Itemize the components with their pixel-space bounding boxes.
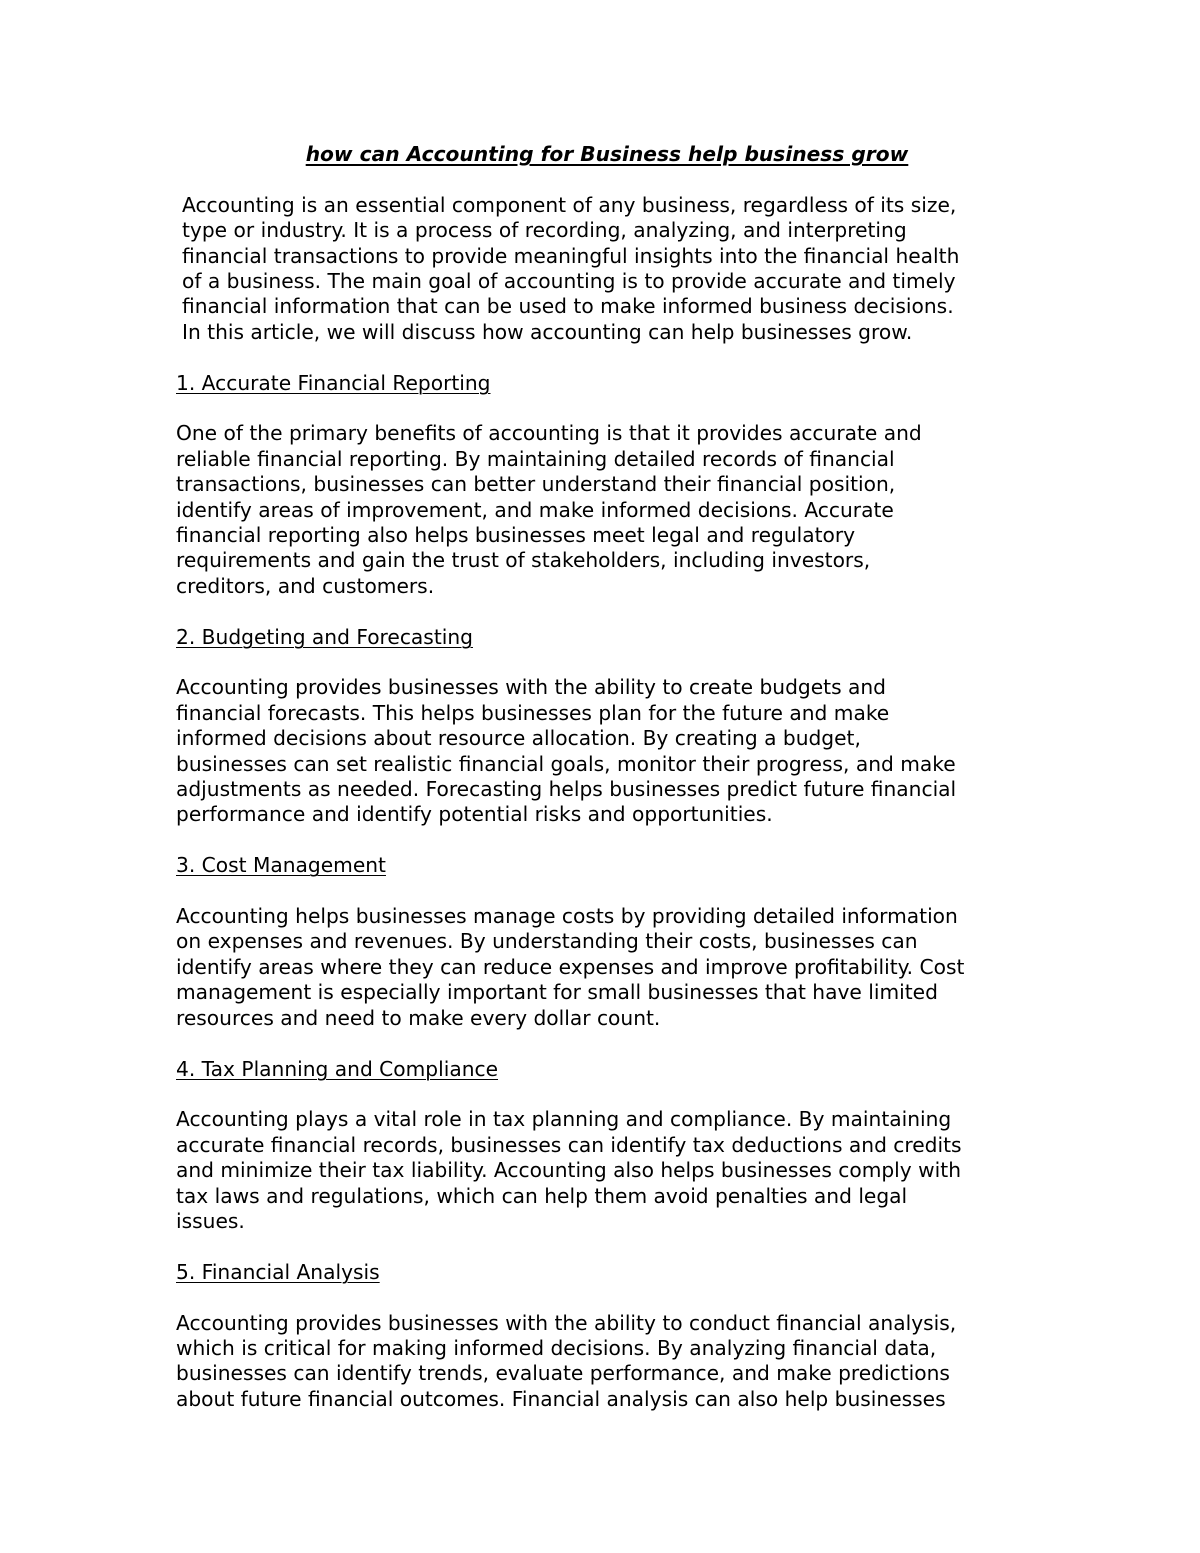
- section-heading-financial-analysis: 5. Financial Analysis: [176, 1259, 380, 1284]
- paragraph-line: identify areas where they can reduce expenses and improve profitability. Cost: [176, 954, 965, 979]
- paragraph-line: accurate financial records, businesses can identify tax deductions and credits: [176, 1132, 962, 1157]
- paragraph-line: transactions, businesses can better understand their financial position,: [176, 472, 896, 497]
- paragraph-line: informed decisions about resource allocation. By creating a budget,: [176, 726, 861, 751]
- paragraph-line: on expenses and revenues. By understanding their costs, businesses can: [176, 929, 918, 954]
- paragraph-line: In this article, we will discuss how accounting can help businesses grow.: [182, 319, 913, 344]
- document-body: [176, 142, 1036, 1438]
- paragraph-line: issues.: [176, 1208, 245, 1233]
- paragraph-line: Accounting is an essential component of any business, regardless of its size,: [182, 192, 957, 217]
- intro-paragraph: [176, 193, 1036, 345]
- paragraph-line: Accounting provides businesses with the ability to create budgets and: [176, 675, 886, 700]
- paragraph-line: tax laws and regulations, which can help them avoid penalties and legal: [176, 1183, 908, 1208]
- paragraph-line: businesses can identify trends, evaluate performance, and make predictions: [176, 1361, 950, 1386]
- paragraph-line: which is critical for making informed decisions. By analyzing financial data,: [176, 1335, 937, 1360]
- section-heading-tax-planning-and-compliance: 4. Tax Planning and Compliance: [176, 1056, 499, 1081]
- paragraph-line: financial transactions to provide meaningful insights into the financial health: [182, 243, 960, 268]
- paragraph-line: adjustments as needed. Forecasting helps businesses predict future financial: [176, 777, 957, 802]
- section-heading-budgeting-and-forecasting: 2. Budgeting and Forecasting: [176, 624, 473, 649]
- section-paragraph-budgeting-and-forecasting: [176, 675, 1036, 827]
- document-title: how can Accounting for Business help business grow: [305, 142, 909, 166]
- paragraph-line: Accounting helps businesses manage costs by providing detailed information: [176, 904, 958, 929]
- paragraph-line: financial information that can be used to make informed business decisions.: [182, 294, 954, 319]
- paragraph-line: businesses can set realistic financial goals, monitor their progress, and make: [176, 751, 956, 776]
- paragraph-line: performance and identify potential risks and opportunities.: [176, 802, 773, 827]
- section-paragraph-tax-planning-and-compliance: [176, 1107, 1036, 1234]
- paragraph-line: and minimize their tax liability. Accounting also helps businesses comply with: [176, 1158, 961, 1183]
- paragraph-line: of a business. The main goal of accounting is to provide accurate and timely: [182, 269, 956, 294]
- section-heading-accurate-financial-reporting: 1. Accurate Financial Reporting: [176, 370, 491, 395]
- paragraph-line: creditors, and customers.: [176, 573, 435, 598]
- paragraph-line: reliable financial reporting. By maintaining detailed records of financial: [176, 446, 895, 471]
- section-paragraph-financial-analysis: [176, 1311, 1036, 1413]
- paragraph-line: requirements and gain the trust of stakeholders, including investors,: [176, 548, 871, 573]
- paragraph-line: Accounting provides businesses with the ability to conduct financial analysis,: [176, 1310, 957, 1335]
- paragraph-line: One of the primary benefits of accounting is that it provides accurate and: [176, 421, 922, 446]
- section-heading-cost-management: 3. Cost Management: [176, 853, 386, 878]
- paragraph-line: type or industry. It is a process of recording, analyzing, and interpreting: [182, 218, 907, 243]
- paragraph-line: management is especially important for small businesses that have limited: [176, 980, 938, 1005]
- section-paragraph-cost-management: [176, 904, 1036, 1031]
- paragraph-line: identify areas of improvement, and make informed decisions. Accurate: [176, 497, 894, 522]
- section-paragraph-accurate-financial-reporting: [176, 421, 1036, 599]
- paragraph-line: financial forecasts. This helps businesses plan for the future and make: [176, 700, 890, 725]
- paragraph-line: about future financial outcomes. Financial analysis can also help businesses: [176, 1386, 946, 1411]
- paragraph-line: financial reporting also helps businesses meet legal and regulatory: [176, 523, 856, 548]
- paragraph-line: Accounting plays a vital role in tax planning and compliance. By maintaining: [176, 1107, 952, 1132]
- paragraph-line: resources and need to make every dollar count.: [176, 1005, 661, 1030]
